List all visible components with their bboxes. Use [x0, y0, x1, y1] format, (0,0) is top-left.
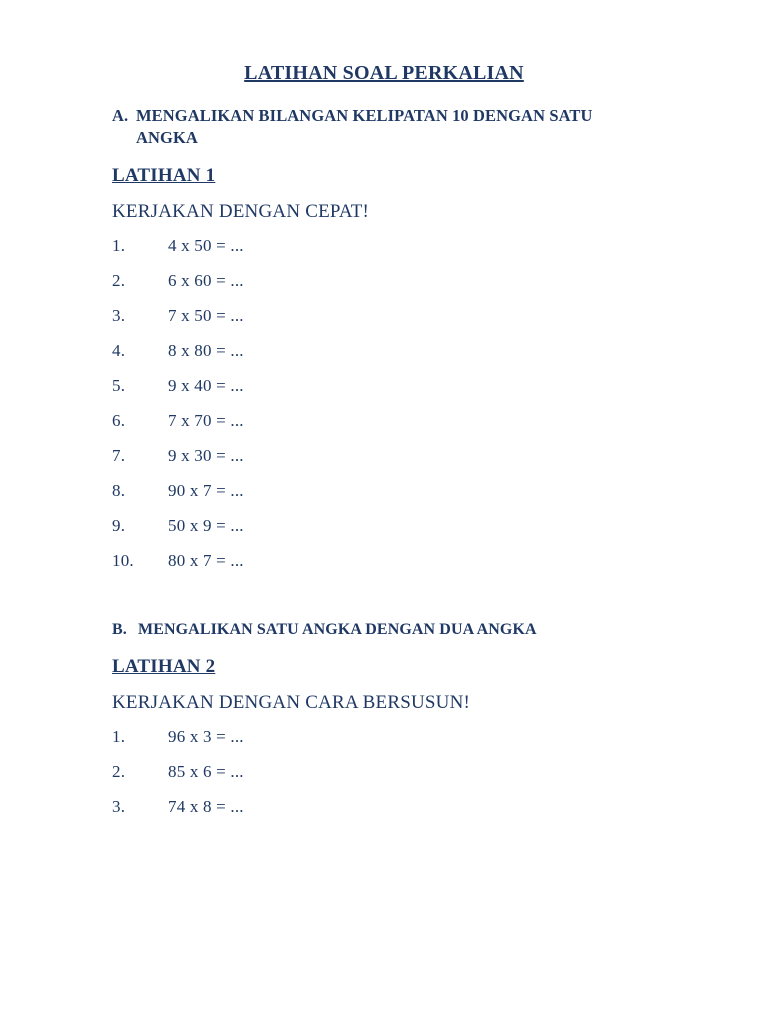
section-b-heading	[70, 619, 698, 640]
list-item	[112, 763, 698, 780]
list-item	[112, 377, 698, 394]
list-item	[112, 798, 698, 815]
problem-expression: 7 x 70 = ...	[168, 410, 244, 430]
problem-expression: 9 x 40 = ...	[168, 375, 244, 395]
list-item	[112, 552, 698, 569]
list-item	[112, 412, 698, 429]
section-b-subheading: LATIHAN 2	[112, 655, 216, 677]
list-item	[112, 482, 698, 499]
problem-expression: 50 x 9 = ...	[168, 515, 244, 535]
list-item	[112, 342, 698, 359]
problem-number: 3.	[112, 796, 126, 816]
problem-expression: 96 x 3 = ...	[168, 726, 244, 746]
section-a-instruction: KERJAKAN DENGAN CEPAT!	[112, 200, 370, 222]
section-b-problem-list	[70, 728, 698, 815]
list-item	[112, 307, 698, 324]
problem-expression: 8 x 80 = ...	[168, 340, 244, 360]
problem-number: 10.	[112, 550, 134, 570]
section-a-marker: A.	[112, 106, 129, 125]
section-b	[70, 619, 698, 815]
problem-expression: 74 x 8 = ...	[168, 796, 244, 816]
problem-number: 9.	[112, 515, 126, 535]
problem-number: 7.	[112, 445, 126, 465]
list-item	[112, 272, 698, 289]
problem-expression: 80 x 7 = ...	[168, 550, 244, 570]
problem-number: 8.	[112, 480, 126, 500]
list-item	[112, 517, 698, 534]
section-b-instruction: KERJAKAN DENGAN CARA BERSUSUN!	[112, 691, 471, 713]
problem-number: 6.	[112, 410, 126, 430]
problem-number: 2.	[112, 270, 126, 290]
problem-number: 2.	[112, 761, 126, 781]
section-b-marker: B.	[112, 620, 127, 638]
section-a-heading-text: MENGALIKAN BILANGAN KELIPATAN 10 DENGAN SATU ANGKA	[136, 106, 593, 147]
problem-number: 1.	[112, 726, 126, 746]
problem-expression: 90 x 7 = ...	[168, 480, 244, 500]
problem-expression: 6 x 60 = ...	[168, 270, 244, 290]
problem-expression: 9 x 30 = ...	[168, 445, 244, 465]
problem-number: 3.	[112, 305, 126, 325]
problem-number: 4.	[112, 340, 126, 360]
section-a-subheading: LATIHAN 1	[112, 164, 216, 186]
problem-expression: 4 x 50 = ...	[168, 235, 244, 255]
section-a-heading	[70, 105, 698, 149]
page-title: LATIHAN SOAL PERKALIAN	[244, 62, 524, 84]
section-a-problem-list	[70, 237, 698, 569]
list-item	[112, 728, 698, 745]
section-a	[70, 105, 698, 569]
section-b-heading-text: MENGALIKAN SATU ANGKA DENGAN DUA ANGKA	[138, 620, 537, 638]
list-item	[112, 447, 698, 464]
problem-expression: 85 x 6 = ...	[168, 761, 244, 781]
problem-number: 5.	[112, 375, 126, 395]
problem-number: 1.	[112, 235, 126, 255]
list-item	[112, 237, 698, 254]
problem-expression: 7 x 50 = ...	[168, 305, 244, 325]
section-divider-space	[70, 587, 698, 619]
